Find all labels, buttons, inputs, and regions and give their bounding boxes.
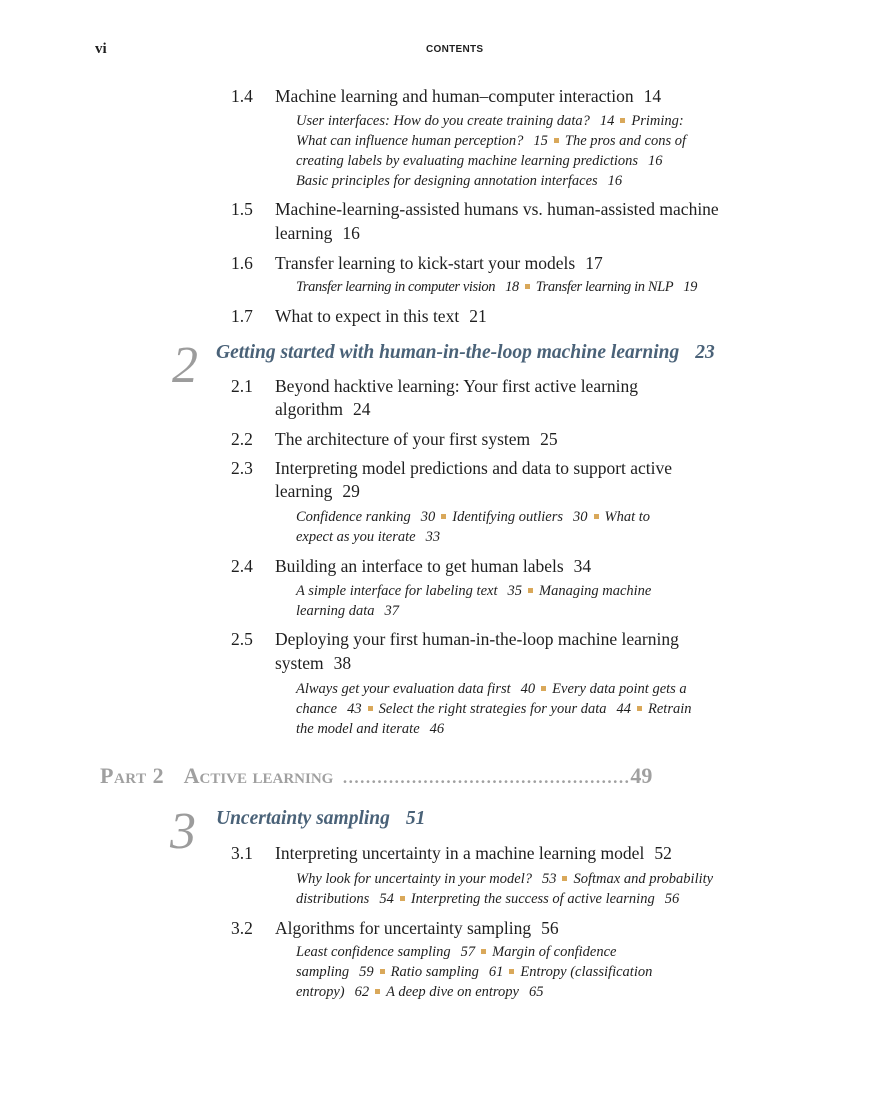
page-number: vi [95, 41, 107, 57]
subentry-title[interactable]: expect as you iterate [296, 529, 416, 545]
bullet-separator-icon [528, 588, 533, 593]
page-ref: 16 [342, 223, 360, 243]
page-ref: 18 [505, 279, 519, 295]
bullet-separator-icon [594, 514, 599, 519]
subentry-title[interactable]: Margin of confidence [492, 944, 617, 960]
section-number: 1.7 [231, 306, 253, 326]
section-number: 2.2 [231, 429, 253, 449]
page-ref: 14 [643, 86, 662, 106]
section-title: Machine learning and human–computer interaction 14 [275, 86, 662, 106]
toc-sub-1-4-line-1 [296, 111, 684, 131]
toc-sub-1-4-line-3 [296, 151, 663, 171]
toc-sub-2-5-line-1 [296, 679, 687, 699]
bullet-separator-icon [368, 706, 373, 711]
subentry-title[interactable]: Least confidence sampling [296, 944, 451, 960]
bullet-separator-icon [375, 989, 380, 994]
section-title: Deploying your first human-in-the-loop machine learning [275, 629, 679, 649]
page-ref: 53 [541, 871, 557, 887]
chapter-number: 2 [172, 337, 198, 394]
chapter-number: 3 [170, 803, 196, 860]
subentry-title[interactable]: Always get your evaluation data first [296, 681, 511, 697]
subentry-title[interactable]: Basic principles for designing annotation interfaces [296, 173, 598, 189]
toc-sub-3-1-line-1 [296, 869, 713, 889]
page-ref: 43 [347, 701, 362, 717]
page-ref: 29 [342, 481, 360, 501]
toc-sub-2-4-line-2 [296, 601, 399, 621]
section-number: 2.1 [231, 376, 253, 396]
subentry-title[interactable]: Identifying outliers [452, 509, 564, 525]
section-number: 2.5 [231, 629, 253, 649]
bullet-separator-icon [541, 686, 546, 691]
toc-sub-3-2-line-3 [296, 982, 543, 1002]
bullet-separator-icon [380, 969, 385, 974]
subentry-title[interactable]: What can influence human perception? [296, 133, 524, 149]
bullet-separator-icon [509, 969, 514, 974]
bullet-separator-icon [562, 876, 567, 881]
toc-sub-1-4-line-2 [296, 131, 686, 151]
section-title-cont: learning [275, 481, 333, 501]
toc-sub-2-3-line-2 [296, 527, 440, 547]
page-ref: 34 [573, 556, 592, 576]
page-ref: 16 [607, 173, 623, 189]
subentry-title[interactable]: Transfer learning in NLP [535, 279, 674, 295]
toc-sub-1-4-line-4 [296, 171, 622, 191]
subentry-title[interactable]: Interpreting the success of active learning [410, 891, 655, 907]
bullet-separator-icon [400, 896, 405, 901]
subentry-title[interactable]: Entropy (classification [520, 964, 653, 980]
page-ref: 24 [353, 399, 371, 419]
section-title-cont: algorithm [275, 399, 344, 419]
subentry-title[interactable]: Why look for uncertainty in your model? [296, 871, 532, 887]
page-ref: 44 [616, 701, 632, 717]
running-header-title: CONTENTS [426, 44, 484, 55]
subentry-title[interactable]: the model and iterate [296, 721, 420, 737]
page-ref: 46 [429, 721, 445, 737]
page-ref: 52 [654, 843, 672, 863]
section-number: 1.6 [231, 253, 253, 273]
subentry-title[interactable]: creating labels by evaluating machine learning predictions [296, 153, 639, 169]
section-number: 1.5 [231, 199, 253, 219]
page-ref: 49 [630, 763, 653, 788]
page-ref: 14 [599, 113, 615, 129]
section-number: 3.1 [231, 843, 253, 863]
subentry-title[interactable]: sampling [296, 964, 350, 980]
page-ref: 35 [507, 583, 522, 599]
toc-sub-1-6-line-1 [296, 277, 697, 297]
page-ref: 21 [469, 306, 487, 326]
section-title: Machine-learning-assisted humans vs. human-assisted machine [275, 199, 719, 219]
page-ref: 56 [541, 918, 559, 938]
section-title-cont: system [275, 653, 324, 673]
page-ref: 15 [533, 133, 548, 149]
page-ref: 62 [354, 984, 370, 1000]
section-title-cont: learning [275, 223, 333, 243]
section-title: Beyond hacktive learning: Your first active learning [275, 376, 639, 396]
page-ref: 40 [520, 681, 536, 697]
subentry-title[interactable]: What to [604, 509, 651, 525]
bullet-separator-icon [441, 514, 446, 519]
chapter-title[interactable]: Uncertainty sampling 51 [216, 808, 426, 829]
section-title: Transfer learning to kick-start your models [275, 253, 576, 273]
page-ref: 19 [683, 279, 697, 295]
subentry-title[interactable]: Softmax and probability [573, 871, 714, 887]
subentry-title[interactable]: A simple interface for labeling text [296, 583, 498, 599]
subentry-title[interactable]: distributions [296, 891, 370, 907]
subentry-title[interactable]: Every data point gets a [552, 681, 687, 697]
subentry-title[interactable]: Select the right strategies for your data [378, 701, 607, 717]
page-ref: 38 [333, 653, 352, 673]
subentry-title[interactable]: The pros and cons of [564, 133, 686, 149]
part-label: Part 2 [100, 763, 165, 788]
page-ref: 25 [540, 429, 558, 449]
subentry-title[interactable]: entropy) [296, 984, 345, 1000]
part-heading[interactable] [100, 763, 652, 789]
subentry-title[interactable]: Priming: [631, 113, 684, 129]
part-title: Active learning [183, 763, 334, 788]
section-title: Interpreting model predictions and data to support active [275, 458, 673, 478]
subentry-title[interactable]: Ratio sampling [390, 964, 479, 980]
bullet-separator-icon [620, 118, 625, 123]
page-ref: 30 [420, 509, 436, 525]
section-number: 1.4 [231, 86, 253, 106]
subentry-title[interactable]: Retrain [648, 701, 692, 717]
page-ref: 59 [359, 964, 374, 980]
section-title: Interpreting uncertainty in a machine learning model [275, 843, 645, 863]
page-ref: 30 [573, 509, 588, 525]
subentry-title[interactable]: Confidence ranking [296, 509, 411, 525]
bullet-separator-icon [637, 706, 642, 711]
page-ref: 23 [695, 342, 715, 363]
page-ref: 51 [405, 808, 426, 829]
section-title: What to expect in this text [275, 306, 460, 326]
subentry-title[interactable]: learning data [296, 603, 375, 619]
toc-sub-2-4-line-1 [296, 581, 651, 601]
toc-sub-3-1-line-2 [296, 889, 679, 909]
bullet-separator-icon [554, 138, 559, 143]
leader-dots: .................................................. [342, 768, 631, 787]
subentry-title[interactable]: User interfaces: How do you create training data? [296, 113, 590, 129]
section-number: 2.4 [231, 556, 253, 576]
subentry-title[interactable]: chance [296, 701, 338, 717]
subentry-title[interactable]: A deep dive on entropy [386, 984, 519, 1000]
bullet-separator-icon [525, 284, 530, 289]
toc-sub-2-5-line-2 [296, 699, 692, 719]
section-title: Building an interface to get human labels [275, 556, 564, 576]
page-ref: 16 [648, 153, 663, 169]
section-number: 2.3 [231, 458, 253, 478]
subentry-title[interactable]: Transfer learning in computer vision [296, 279, 496, 295]
bullet-separator-icon [481, 949, 486, 954]
page-ref: 37 [384, 603, 400, 619]
page-ref: 61 [488, 964, 504, 980]
toc-sub-3-2-line-2 [296, 962, 652, 982]
page-ref: 54 [379, 891, 394, 907]
toc-sub-2-3-line-1 [296, 507, 650, 527]
section-number: 3.2 [231, 918, 253, 938]
page-ref: 65 [528, 984, 544, 1000]
page-ref: 17 [585, 253, 603, 273]
page-ref: 57 [460, 944, 476, 960]
section-title: Algorithms for uncertainty sampling [275, 918, 532, 938]
chapter-title[interactable]: Getting started with human-in-the-loop machine learning 23 [216, 342, 715, 363]
page-ref: 56 [664, 891, 680, 907]
toc-sub-2-5-line-3 [296, 719, 444, 739]
section-title: The architecture of your first system [275, 429, 531, 449]
page-ref: 33 [425, 529, 441, 545]
subentry-title[interactable]: Managing machine [539, 583, 652, 599]
toc-sub-3-2-line-1 [296, 942, 616, 962]
